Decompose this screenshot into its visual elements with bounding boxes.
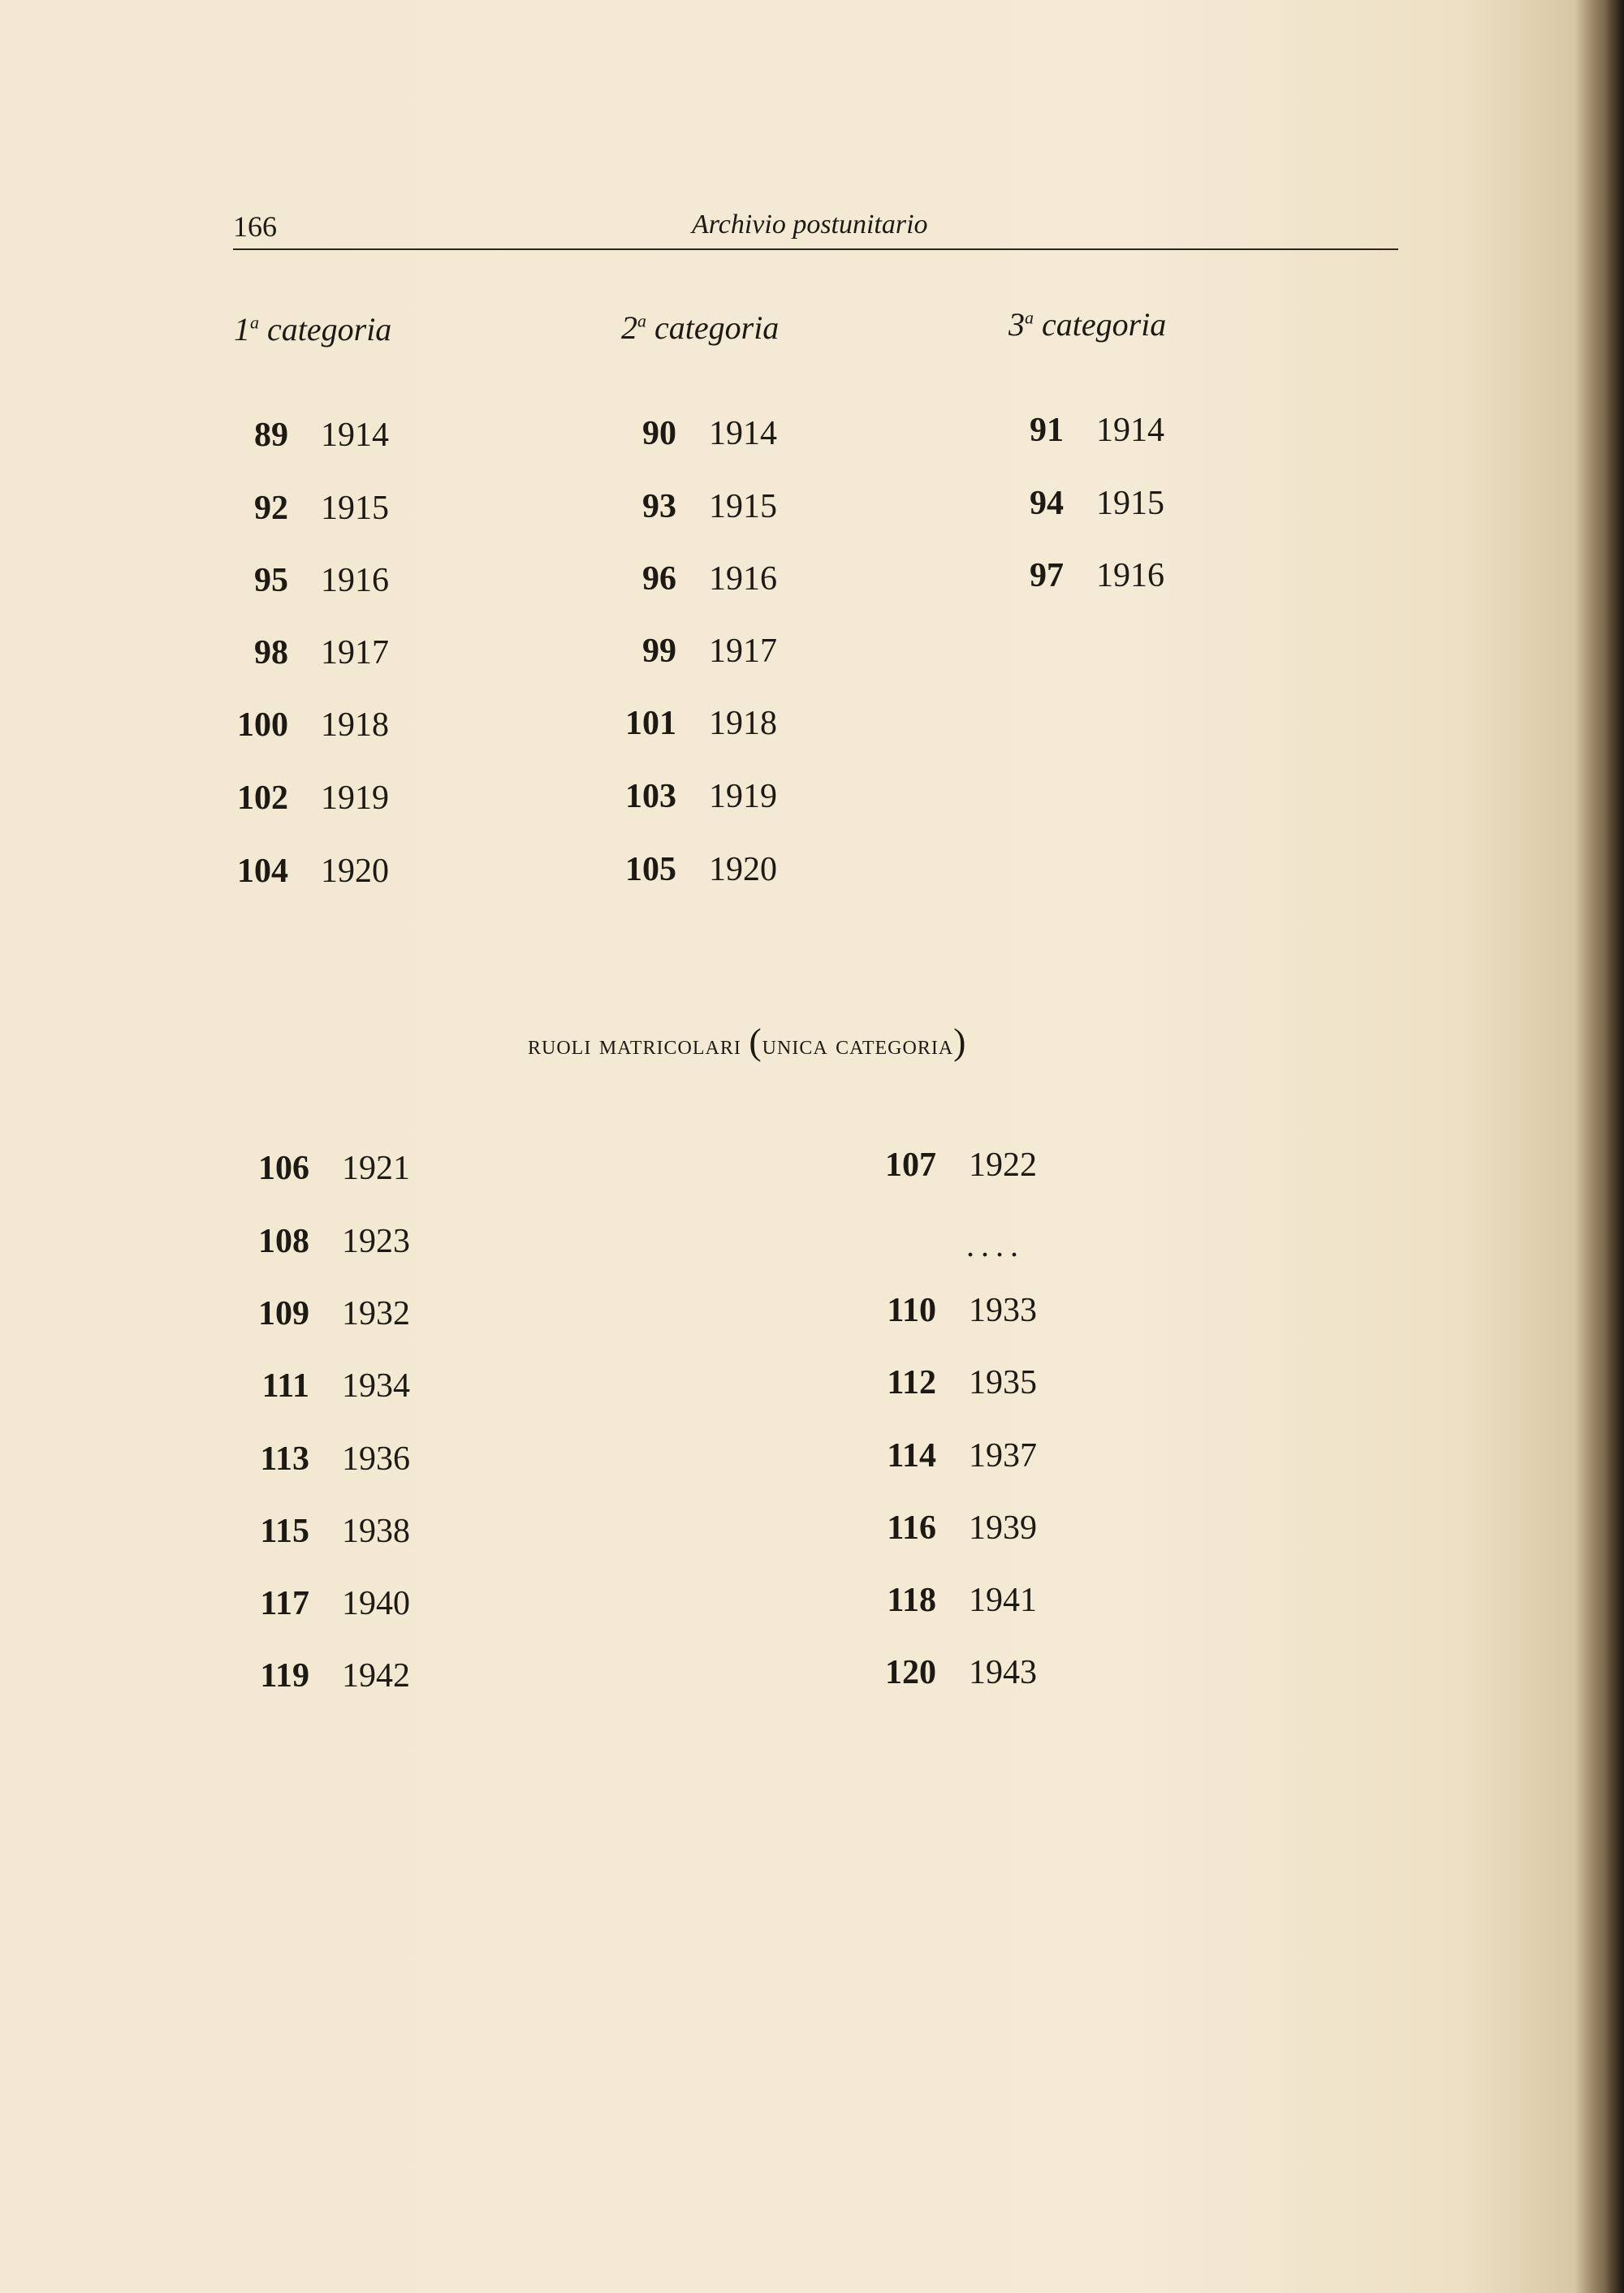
list-item: 91 1914 [1030,412,1164,449]
list-item: 120 1943 [885,1654,1037,1691]
page-number: 166 [233,210,277,243]
list-item: 97 1916 [1030,557,1164,594]
list-item: 96 1916 [642,560,777,598]
list-item: 108 1923 [258,1223,410,1260]
list-item: 107 1922 [885,1146,1037,1184]
list-item: 93 1915 [642,488,777,525]
section-title-sub: unica categoria [762,1030,954,1060]
list-item: 114 1937 [887,1437,1037,1475]
list-item: 95 1916 [254,562,389,599]
header-rule [233,248,1398,250]
list-item: 94 1915 [1030,485,1164,522]
list-item: 105 1920 [625,851,777,888]
list-item: 113 1936 [260,1440,410,1478]
running-title: Archivio postunitario [692,209,928,240]
ellipsis: .... [966,1227,1025,1263]
list-item: 118 1941 [887,1582,1037,1619]
list-item: 104 1920 [237,853,389,890]
category-2-heading: 2$^a$ categoria [621,309,780,346]
list-item: 102 1919 [237,779,389,817]
list-item: 116 1939 [887,1509,1037,1547]
list-item: 111 1934 [261,1367,410,1405]
list-item: 103 1919 [625,778,777,815]
category-1-heading: 1$^a$ categoria [234,311,392,348]
list-item: 119 1942 [260,1657,410,1695]
list-item: 89 1914 [254,417,389,454]
list-item: 112 1935 [887,1364,1037,1401]
running-header [233,209,1398,250]
list-item: 110 1933 [887,1292,1037,1329]
list-item: 100 1918 [237,706,389,744]
list-item: 101 1918 [625,705,777,742]
section-title: ruoli matricolari (unica categoria) [528,1021,967,1062]
list-item: 115 1938 [260,1513,410,1550]
list-item: 106 1921 [258,1150,410,1187]
category-3-heading: 3$^a$ categoria [1009,306,1167,343]
list-item: 90 1914 [642,415,777,452]
page-gutter-shadow [1575,0,1624,2293]
list-item: 99 1917 [642,633,777,670]
list-item: 92 1915 [254,490,389,527]
list-item: 117 1940 [260,1585,410,1622]
list-item: 98 1917 [254,634,389,671]
list-item: 109 1932 [258,1295,410,1332]
section-title-main: ruoli matricolari [528,1030,741,1060]
